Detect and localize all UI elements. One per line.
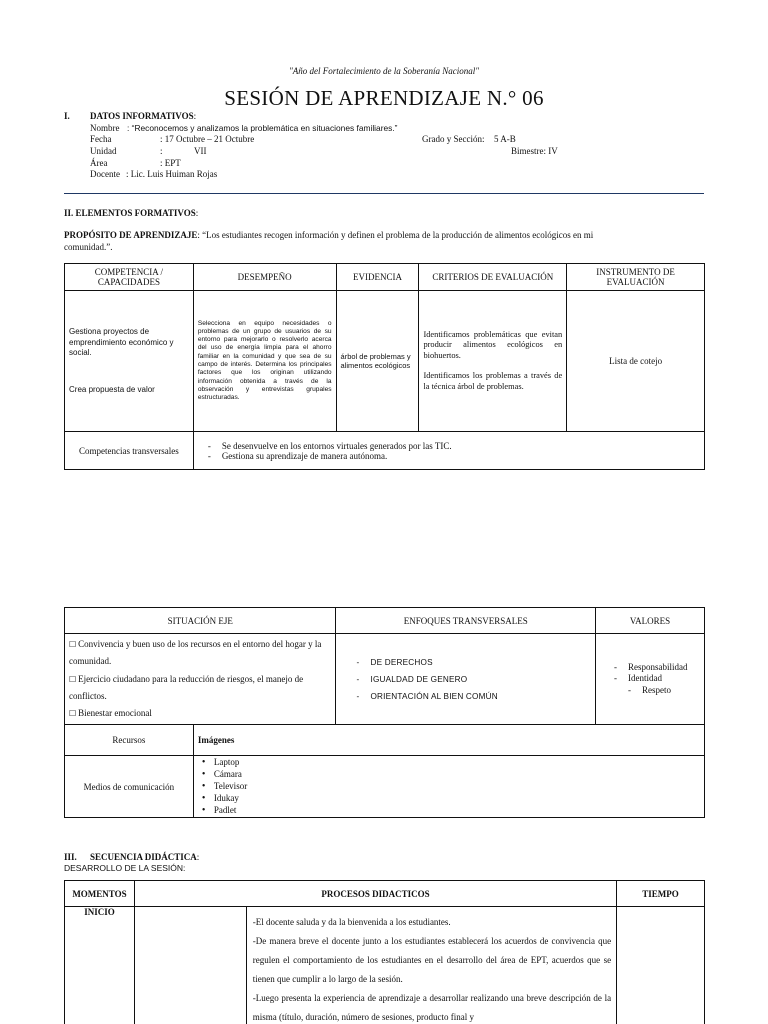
header-valores: VALORES bbox=[596, 608, 705, 634]
evidencia-cell: árbol de problemas y alimentos ecológicos bbox=[336, 291, 419, 432]
list-item-text: Respeto bbox=[642, 684, 672, 695]
inicio-label: INICIO bbox=[65, 907, 135, 1024]
section3-heading: SECUENCIA DIDÁCTICA bbox=[90, 852, 197, 862]
header-tiempo: TIEMPO bbox=[617, 881, 705, 907]
list-item: - Identidad bbox=[614, 673, 700, 685]
header-instrumento: INSTRUMENTO DE EVALUACIÓN bbox=[567, 264, 705, 291]
section3-subheading: DESARROLLO DE LA SESIÓN: bbox=[64, 863, 186, 873]
list-item: - IGUALDAD DE GENERO bbox=[356, 671, 591, 688]
bimestre: Bimestre: IV bbox=[511, 146, 558, 156]
criterio-2: Identificamos los problemas a través de la técnica árbol de problemas. bbox=[423, 371, 563, 391]
header-evidencia: EVIDENCIA bbox=[336, 264, 419, 291]
valores-list bbox=[614, 662, 700, 697]
situaciones-cell bbox=[65, 634, 336, 725]
list-item: - Gestiona su aprendizaje de manera autónoma. bbox=[208, 451, 700, 461]
instrumento-cell: Lista de cotejo bbox=[567, 291, 705, 432]
section3-heading-wrap bbox=[90, 852, 199, 864]
grado-label: Grado y Sección: bbox=[422, 134, 485, 144]
area-value: : EPT bbox=[160, 158, 181, 168]
situation-table bbox=[64, 607, 705, 818]
competency-table bbox=[64, 263, 705, 470]
paragraph: -De manera breve el docente junto a los estudiantes establecerá los acuerdos de convivencia que regulen el comportamiento de los estudiantes en el desarrollo del área de EPT, acuerdos que se tienen que cumplir a lo largo de la sesión. bbox=[252, 936, 612, 984]
section2-heading: II. ELEMENTOS FORMATIVOS bbox=[64, 208, 196, 218]
criterios-cell bbox=[419, 291, 567, 432]
valores-cell bbox=[596, 634, 705, 725]
fecha-value: : 17 Octubre – 21 Octubre bbox=[160, 134, 255, 144]
spacer bbox=[69, 359, 189, 385]
list-item: • Idukay bbox=[214, 793, 700, 805]
section1-heading-wrap bbox=[90, 111, 196, 123]
list-item: • Cámara bbox=[214, 769, 700, 781]
nombre-value: : “Reconocemos y analizamos la problemática en situaciones familiares.” bbox=[127, 123, 398, 133]
divider bbox=[64, 193, 704, 194]
proposito-line2: comunidad.”. bbox=[64, 242, 113, 252]
spacer bbox=[423, 361, 562, 371]
nombre-label: Nombre bbox=[90, 123, 120, 133]
list-item: • Padlet bbox=[214, 805, 700, 817]
section2-colon: : bbox=[195, 208, 199, 218]
header-procesos: PROCESOS DIDACTICOS bbox=[134, 881, 616, 907]
transversales-cell bbox=[193, 432, 704, 470]
competencia-text: Gestiona proyectos de emprendimiento económico y social. bbox=[69, 327, 174, 357]
motto: "Año del Fortalecimiento de la Soberanía Nacional" bbox=[288, 66, 480, 76]
proposito-label: PROPÓSITO DE APRENDIZAJE bbox=[64, 230, 198, 240]
proposito-line1 bbox=[64, 230, 593, 242]
section1-colon: : bbox=[193, 111, 197, 121]
list-item: ☐ Bienestar emocional bbox=[69, 705, 331, 722]
section2-heading-wrap bbox=[64, 208, 198, 220]
unidad-value: VII bbox=[194, 146, 207, 156]
section3-colon: : bbox=[196, 852, 200, 862]
section1-numeral: I. bbox=[64, 111, 70, 121]
enfoques-cell bbox=[336, 634, 596, 725]
transversales-list bbox=[208, 441, 700, 461]
list-item: - ORIENTACIÓN AL BIEN COMÚN bbox=[356, 688, 591, 705]
medios-cell bbox=[193, 756, 704, 818]
medios-label: Medios de comunicación bbox=[65, 756, 194, 818]
list-item: - Se desenvuelve en los entornos virtuales generados por las TIC. bbox=[208, 441, 700, 451]
transversales-label: Competencias transversales bbox=[65, 432, 194, 470]
section1-heading: DATOS INFORMATIVOS bbox=[90, 111, 194, 121]
competencia-cell bbox=[65, 291, 194, 432]
sequence-table bbox=[64, 880, 705, 1024]
proposito-text: : “Los estudiantes recogen información y definen el problema de la producción de alimentos ecológicos en mi bbox=[197, 230, 594, 240]
header-competencia: COMPETENCIA / CAPACIDADES bbox=[65, 264, 194, 291]
grado-value: 5 A-B bbox=[494, 134, 516, 144]
paragraph: -El docente saluda y da la bienvenida a los estudiantes. bbox=[252, 917, 451, 927]
area-label: Área bbox=[90, 158, 108, 168]
recursos-label: Recursos bbox=[65, 725, 194, 756]
header-situacion: SITUACIÓN EJE bbox=[65, 608, 336, 634]
paragraph: -Luego presenta la experiencia de aprendizaje a desarrollar realizando una breve descripción de la misma (título, duración, número de sesiones, producto final y bbox=[252, 993, 612, 1022]
page-title: SESIÓN DE APRENDIZAJE N.° 06 bbox=[224, 86, 544, 110]
medios-list bbox=[198, 757, 700, 816]
empty-cell bbox=[134, 907, 246, 1024]
criterio-1: Identificamos problemáticas que evitan producir alimentos ecológicos en biohuertos. bbox=[423, 329, 563, 360]
list-item: • Televisor bbox=[214, 781, 700, 793]
inicio-procesos-cell bbox=[246, 907, 616, 1024]
list-item: - Responsabilidad bbox=[614, 662, 700, 674]
enfoques-list bbox=[356, 654, 591, 705]
desempeno-cell: Selecciona en equipo necesidades o problemas de un grupo de usuarios de su entorno para mejorarlo o resolverlo acerca del uso de energía limpia para el ahorro familiar en la comunidad y que sea de su campo de interés. Determina los principales factores que los originan utilizando información obtenida a través de la observación y entrevistas grupales estructuradas. bbox=[193, 291, 336, 432]
docente-label: Docente bbox=[90, 169, 120, 179]
header-desempeno: DESEMPEÑO bbox=[193, 264, 336, 291]
header-criterios: CRITERIOS DE EVALUACIÓN bbox=[419, 264, 567, 291]
capacidad-text: Crea propuesta de valor bbox=[69, 384, 155, 394]
recursos-value: Imágenes bbox=[193, 725, 704, 756]
list-item: • Laptop bbox=[214, 757, 700, 769]
unidad-label: Unidad bbox=[90, 146, 117, 156]
docente-value: : Lic. Luis Huiman Rojas bbox=[126, 169, 218, 179]
tiempo-cell bbox=[617, 907, 705, 1024]
list-item: ☐ Convivencia y buen uso de los recursos en el entorno del hogar y la comunidad. bbox=[69, 636, 331, 671]
fecha-label: Fecha bbox=[90, 134, 112, 144]
header-momentos: MOMENTOS bbox=[65, 881, 135, 907]
header-enfoques: ENFOQUES TRANSVERSALES bbox=[336, 608, 596, 634]
list-item bbox=[614, 685, 700, 697]
list-item: - DE DERECHOS bbox=[356, 654, 591, 671]
section3-numeral: III. bbox=[64, 852, 77, 862]
unidad-colon: : bbox=[160, 146, 163, 156]
list-item: ☐ Ejercicio ciudadano para la reducción de riesgos, el manejo de conflictos. bbox=[69, 671, 331, 706]
